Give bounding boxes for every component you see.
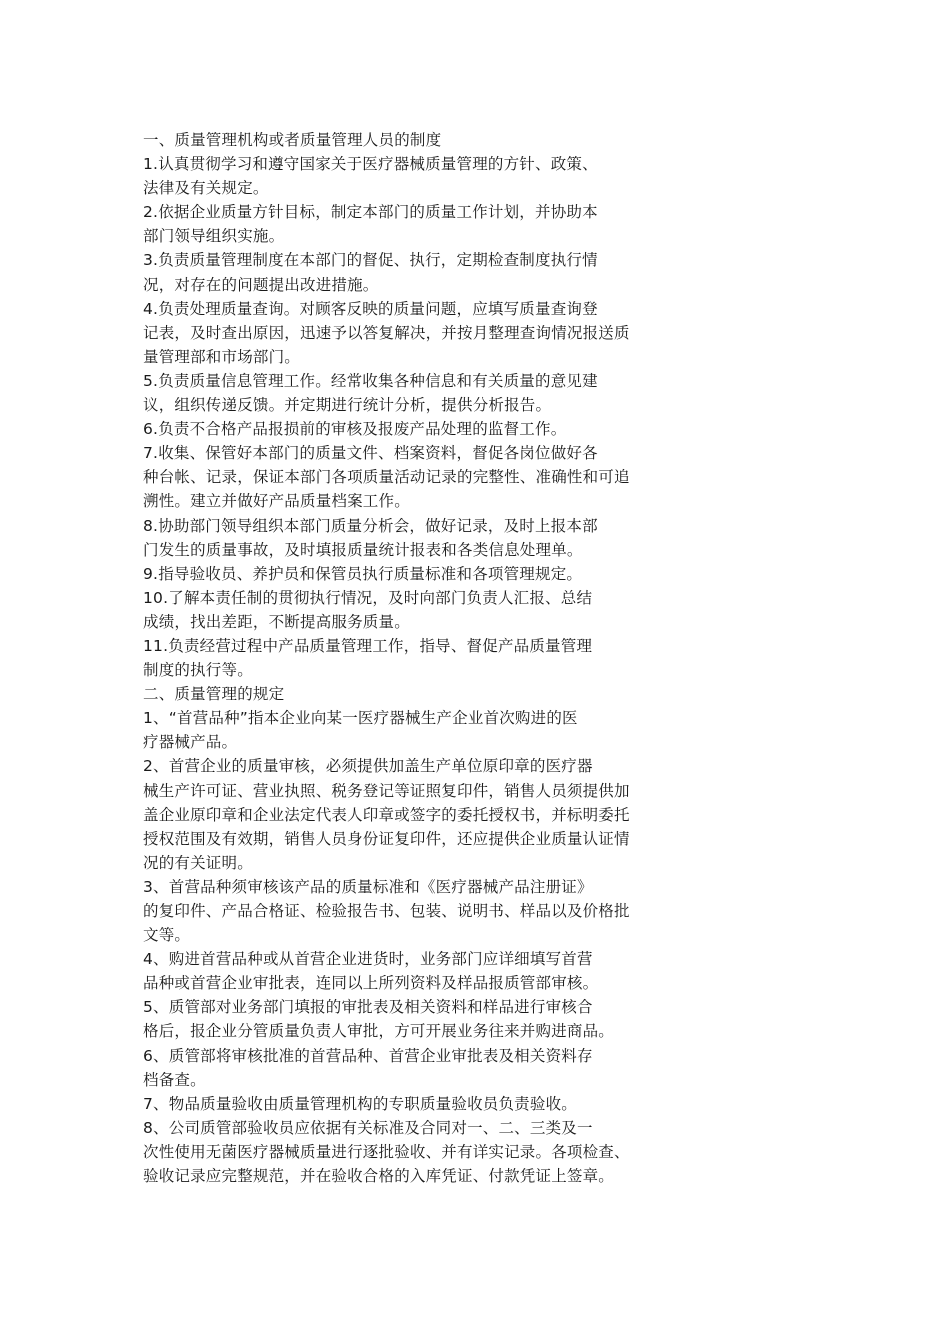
document-line: 盖企业原印章和企业法定代表人印章或签字的委托授权书，并标明委托 <box>143 805 630 824</box>
document-line: 记表，及时查出原因，迅速予以答复解决，并按月整理查询情况报送质 <box>143 323 630 342</box>
document-line: 成绩，找出差距，不断提高服务质量。 <box>143 612 410 631</box>
document-line: 格后，报企业分管质量负责人审批，方可开展业务往来并购进商品。 <box>143 1022 615 1041</box>
document-line: 3、首营品种须审核该产品的质量标准和《医疗器械产品注册证》 <box>143 877 593 896</box>
document-line: 文等。 <box>143 926 191 945</box>
document-line: 议，组织传递反馈。并定期进行统计分析，提供分析报告。 <box>143 396 552 415</box>
document-line: 品种或首营企业审批表，连同以上所列资料及样品报质管部审核。 <box>143 974 599 993</box>
document-line: 的复印件、产品合格证、检验报告书、包装、说明书、样品以及价格批 <box>143 902 630 920</box>
document-line: 况，对存在的问题提出改进措施。 <box>143 275 379 294</box>
document-line: 种台帐、记录，保证本部门各项质量活动记录的完整性、准确性和可追 <box>143 468 630 487</box>
document-body <box>143 128 753 1188</box>
document-line: 量管理部和市场部门。 <box>143 347 301 366</box>
document-line: 档备查。 <box>143 1070 206 1089</box>
document-line: 验收记录应完整规范，并在验收合格的入库凭证、付款凭证上签章。 <box>143 1167 615 1186</box>
document-line: 部门领导组织实施。 <box>143 227 285 246</box>
document-line: 次性使用无菌医疗器械质量进行逐批验收、并有详实记录。各项检查、 <box>143 1142 630 1161</box>
document-line: 6.负责不合格产品报损前的审核及报废产品处理的监督工作。 <box>143 420 567 439</box>
document-line: 疗器械产品。 <box>143 733 238 752</box>
document-line: 8.协助部门领导组织本部门质量分析会，做好记录，及时上报本部 <box>143 516 598 535</box>
document-line: 制度的执行等。 <box>143 661 253 680</box>
document-line: 9.指导验收员、养护员和保管员执行质量标准和各项管理规定。 <box>143 564 583 583</box>
document-line: 械生产许可证、营业执照、税务登记等证照复印件，销售人员须提供加 <box>143 781 630 800</box>
document-line: 8、公司质管部验收员应依据有关标准及合同对一、二、三类及一 <box>143 1118 593 1137</box>
document-line: 5、质管部对业务部门填报的审批表及相关资料和样品进行审核合 <box>143 998 593 1017</box>
document-line: 一、质量管理机构或者质量管理人员的制度 <box>143 131 442 149</box>
document-line: 10.了解本责任制的贯彻执行情况，及时向部门负责人汇报、总结 <box>143 588 593 607</box>
document-line: 2.依据企业质量方针目标，制定本部门的质量工作计划，并协助本 <box>143 203 598 222</box>
document-line: 4、购进首营品种或从首营企业进货时，业务部门应详细填写首营 <box>143 950 593 969</box>
document-line: 1、“首营品种”指本企业向某一医疗器械生产企业首次购进的医 <box>143 709 578 728</box>
document-line: 门发生的质量事故，及时填报质量统计报表和各类信息处理单。 <box>143 540 583 559</box>
document-line: 授权范围及有效期，销售人员身份证复印件，还应提供企业质量认证情 <box>143 829 630 848</box>
document-line: 法律及有关规定。 <box>143 179 269 198</box>
document-line: 1.认真贯彻学习和遵守国家关于医疗器械质量管理的方针、政策、 <box>143 155 598 174</box>
document-line: 5.负责质量信息管理工作。经常收集各种信息和有关质量的意见建 <box>143 371 598 390</box>
document-line: 3.负责质量管理制度在本部门的督促、执行，定期检查制度执行情 <box>143 251 598 270</box>
document-line: 溯性。建立并做好产品质量档案工作。 <box>143 492 410 511</box>
document-line: 二、质量管理的规定 <box>143 685 285 704</box>
document-line: 4.负责处理质量查询。对顾客反映的质量问题，应填写质量查询登 <box>143 299 598 318</box>
document-line: 11.负责经营过程中产品质量管理工作，指导、督促产品质量管理 <box>143 636 593 655</box>
document-line: 6、质管部将审核批准的首营品种、首营企业审批表及相关资料存 <box>143 1046 593 1065</box>
document-line: 况的有关证明。 <box>143 853 253 872</box>
document-line: 2、首营企业的质量审核，必须提供加盖生产单位原印章的医疗器 <box>143 757 593 776</box>
document-line: 7、物品质量验收由质量管理机构的专职质量验收员负责验收。 <box>143 1094 577 1113</box>
document-line: 7.收集、保管好本部门的质量文件、档案资料，督促各岗位做好各 <box>143 444 598 463</box>
